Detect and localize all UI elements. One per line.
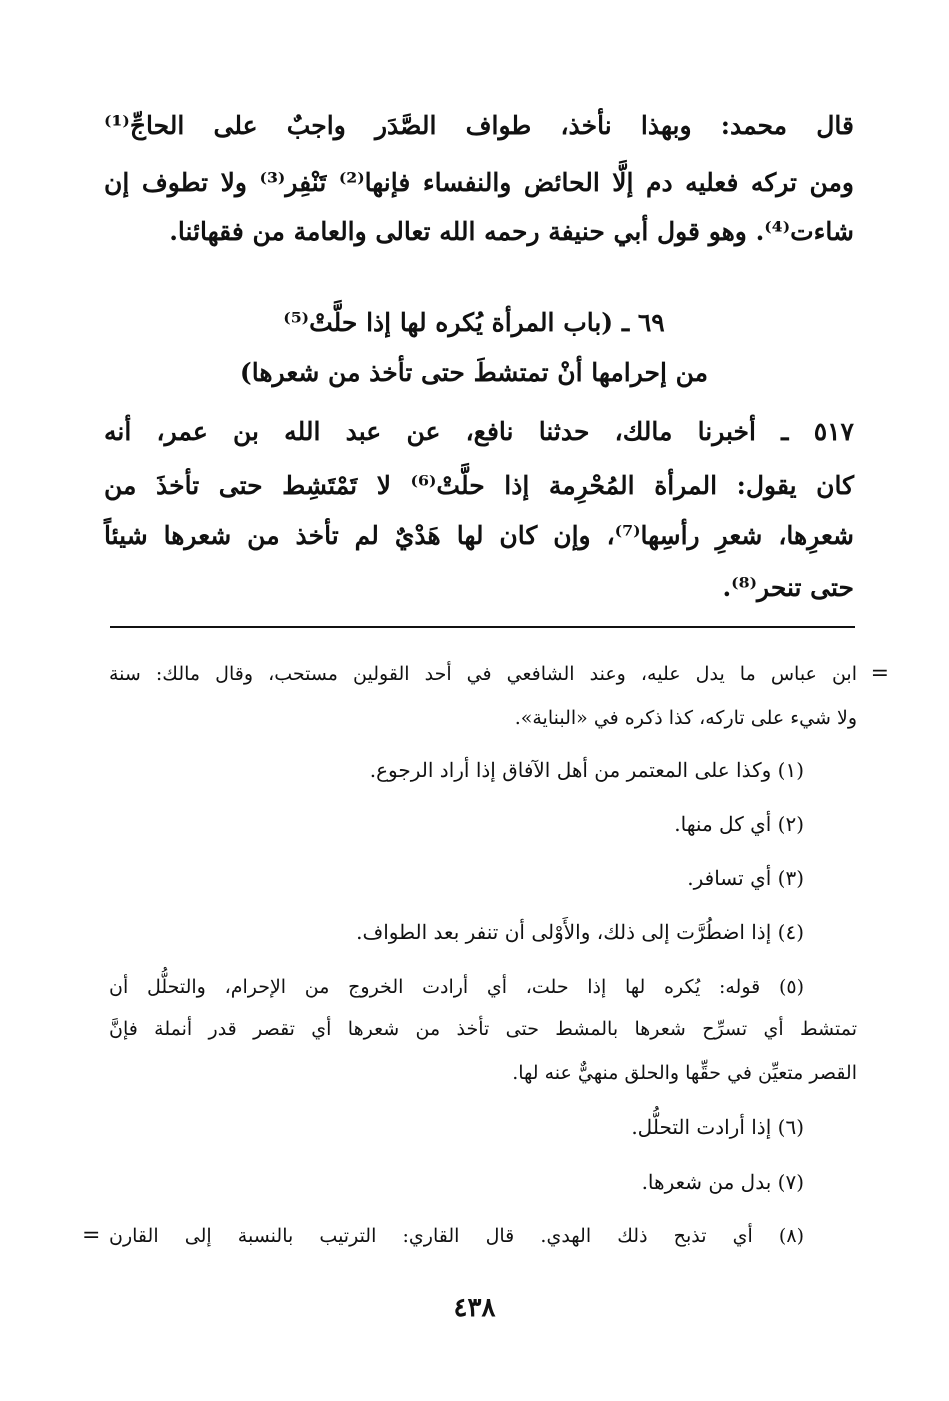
footnote-line: (٨) أي تذبح ذلك الهدي. قال القاري: الترتيب بالنسبة إلى القارن bbox=[109, 1225, 804, 1247]
footnote-line: تمتشط أي تسرِّح شعرها بالمشط حتى تأخذ من شعرها أي تقصر قدر أنملة فإنَّ bbox=[109, 1018, 857, 1040]
continuation-mark: = bbox=[82, 1223, 101, 1248]
footnote-item: (٧) بدل من شعرها. bbox=[641, 1170, 804, 1194]
main-text-line: قال محمد: وبهذا نأخذ، طواف الصَّدَر واجبٌ على الحاجِّ⁽¹⁾ bbox=[104, 111, 854, 140]
continuation-mark: = bbox=[870, 661, 889, 686]
footnote-item: (٦) إذا أرادت التحلُّل. bbox=[631, 1115, 804, 1139]
footnote-item: (٢) أي كل منها. bbox=[674, 812, 804, 836]
main-text-line: ومن تركه فعليه دم إلَّا الحائض والنفساء فإنها⁽²⁾ تَنْفِر⁽³⁾ ولا تطوف إن bbox=[104, 168, 854, 197]
footnote-line: ولا شيء على تاركه، كذا ذكره في «البناية». bbox=[514, 707, 857, 729]
footnote-item: (٣) أي تسافر. bbox=[687, 866, 804, 890]
main-text-line: شعرِها، شعرِ رأسِها⁽⁷⁾، وإن كان لها هَدْيٌ لم تأخذ من شعرها شيئاً bbox=[104, 521, 855, 550]
footnote-line: (٥) قوله: يُكره لها إذا حلت، أي أرادت الخروج من الإحرام، والتحلُّل أن bbox=[109, 976, 804, 998]
footnote-line: القصر متعيِّن في حقِّها والحلق منهيٌّ عنه لها. bbox=[512, 1062, 857, 1084]
chapter-heading: ٦٩ ـ (باب المرأة يُكره لها إذا حلَّتْ⁽⁵⁾ bbox=[283, 308, 665, 337]
main-text-line: حتى تنحر⁽⁸⁾. bbox=[722, 573, 854, 602]
main-text-line: شاءت⁽⁴⁾. وهو قول أبي حنيفة رحمه الله تعالى والعامة من فقهائنا. bbox=[169, 217, 854, 246]
chapter-heading: من إحرامها أنْ تمتشطَ حتى تأخذ من شعرها) bbox=[239, 358, 709, 387]
main-text-line: كان يقول: المرأة المُحْرِمة إذا حلَّتْ⁽⁶⁾ لا تَمْتَشِط حتى تأخذَ من bbox=[104, 471, 855, 500]
footnote-item: (٤) إذا اضطُرَّت إلى ذلك، والأَوْلى أن تنفر بعد الطواف. bbox=[356, 920, 804, 944]
main-text-line: ٥١٧ ـ أخبرنا مالك، حدثنا نافع، عن عبد الله بن عمر، أنه bbox=[104, 417, 854, 446]
footnote-separator bbox=[110, 626, 855, 628]
page-number: ٤٣٨ bbox=[453, 1293, 496, 1323]
footnote-item: (١) وكذا على المعتمر من أهل الآفاق إذا أراد الرجوع. bbox=[369, 758, 804, 782]
footnote-line: ابن عباس ما يدل عليه، وعند الشافعي في أحد القولين مستحب، وقال مالك: سنة bbox=[109, 663, 857, 685]
